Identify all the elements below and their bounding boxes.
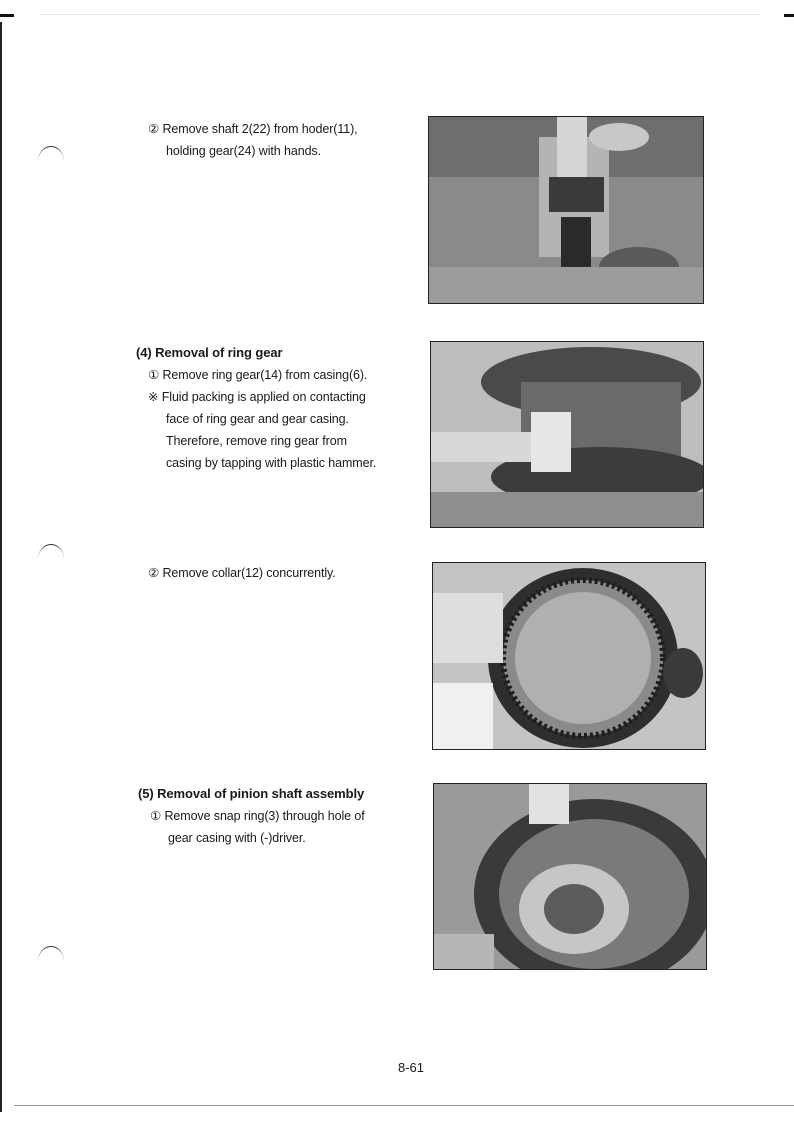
page-number: 8-61 (398, 1060, 425, 1075)
hole-punch-mark (38, 544, 64, 559)
photo-ring-gear-collar (432, 562, 706, 750)
step-text: ② Remove shaft 2(22) from hoder(11), (148, 122, 358, 136)
bottom-rule (14, 1105, 794, 1106)
section-pinion-shaft (138, 783, 365, 849)
step-text: ① Remove snap ring(3) through hole of (150, 809, 365, 823)
photo-snap-ring-removal (433, 783, 707, 970)
step-text: gear casing with (-)driver. (168, 831, 306, 845)
note-text: ※ Fluid packing is applied on contacting (148, 390, 366, 404)
section-heading: (4) Removal of ring gear (136, 345, 283, 360)
corner-mark (784, 14, 794, 17)
section-ring-gear (136, 342, 376, 474)
step-remove-shaft (148, 118, 358, 162)
note-text: Therefore, remove ring gear from (166, 434, 347, 448)
corner-mark (0, 14, 14, 17)
step-text: holding gear(24) with hands. (166, 144, 321, 158)
hole-punch-mark (38, 946, 64, 961)
section-heading: (5) Removal of pinion shaft assembly (138, 786, 365, 801)
step-text: ① Remove ring gear(14) from casing(6). (148, 368, 368, 382)
page-edge-line (0, 22, 2, 1112)
note-text: face of ring gear and gear casing. (166, 412, 349, 426)
step-remove-collar (148, 562, 336, 584)
photo-ring-gear-tapping (430, 341, 704, 528)
photo-shaft-removal (428, 116, 704, 304)
step-text: ② Remove collar(12) concurrently. (148, 566, 336, 580)
hole-punch-mark (38, 146, 64, 161)
scan-artifact-line (40, 14, 760, 15)
note-text: casing by tapping with plastic hammer. (166, 456, 377, 470)
